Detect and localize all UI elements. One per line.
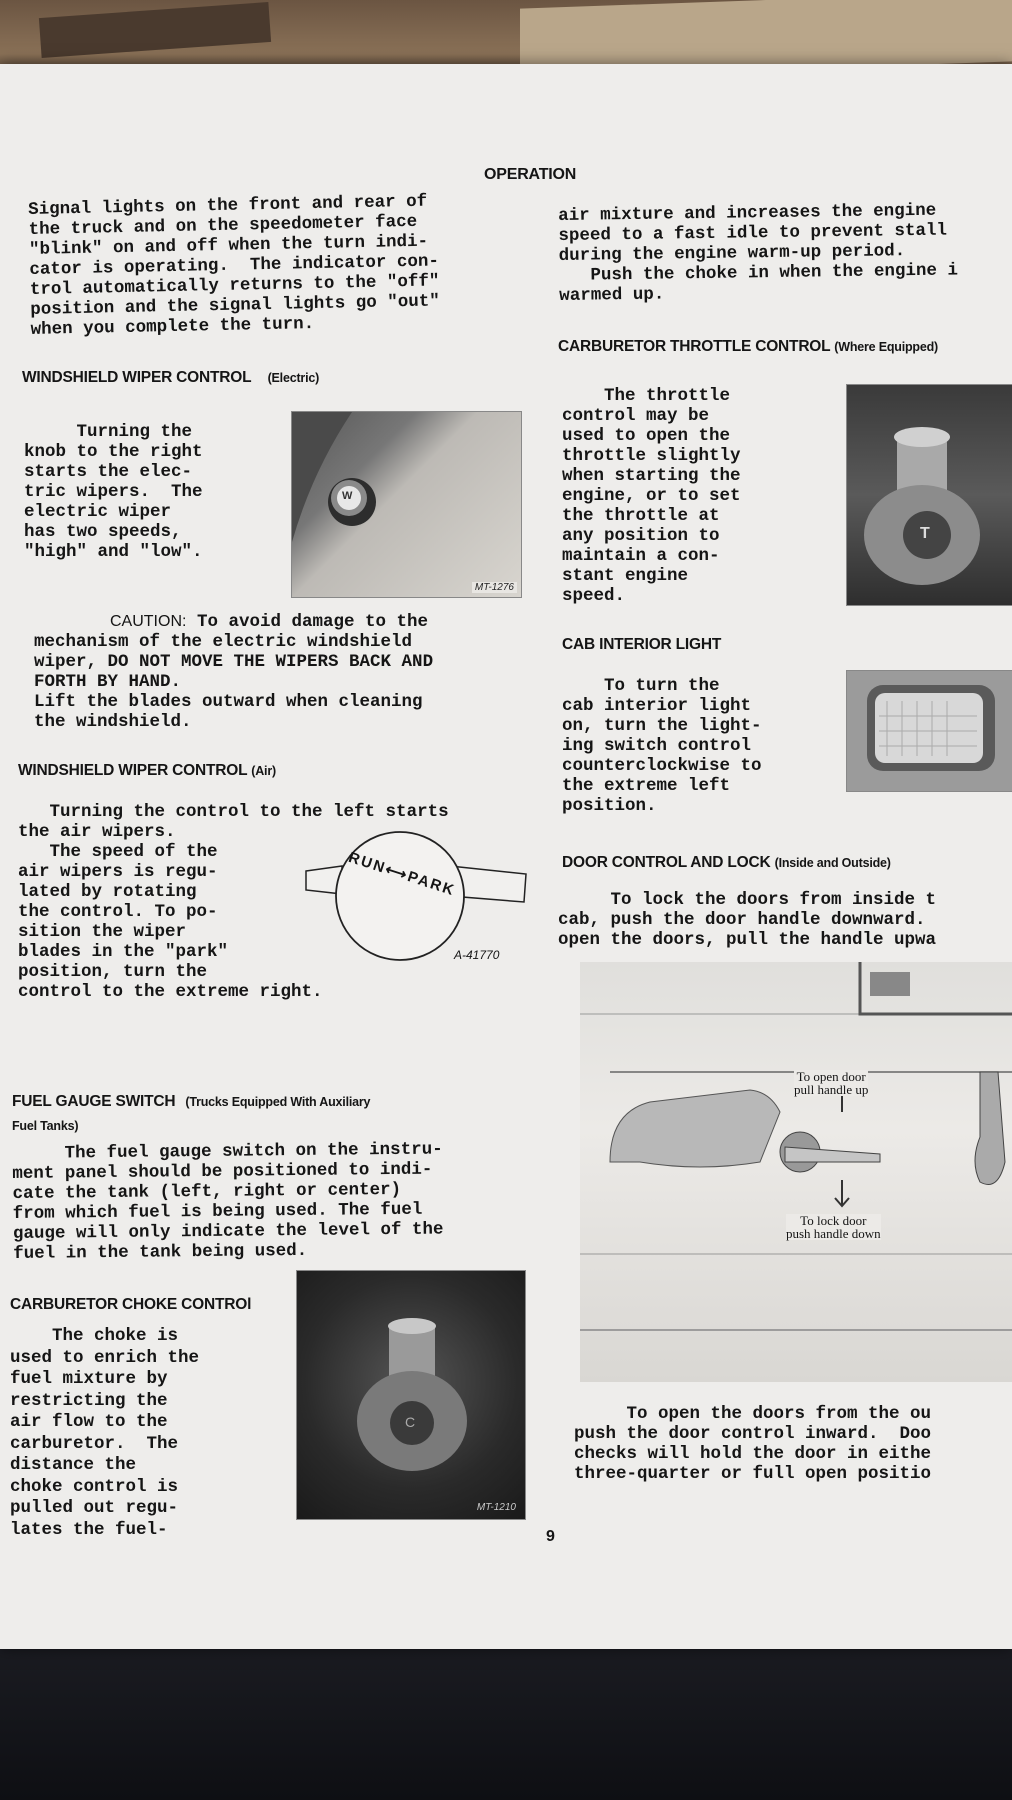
cab-light-text: To turn the cab interior light on, turn the light- ing switch control counterclockwise to the extreme left position. [562,676,762,816]
caution-body: To avoid damage to the mechanism of the electric windshield wiper, DO NOT MOVE THE WIPERS BACK AND FORTH BY HAND. Lift the blades outward when cleaning the windshield. [34,612,434,732]
wiper-electric-photo [291,411,522,598]
throttle-title: CARBURETOR THROTTLE CONTROL [558,338,831,355]
choke-text: The choke is used to enrich the fuel mixture by restricting the air flow to the carburetor. The distance the choke control is pulled out regu- lates the fuel- [10,1326,200,1540]
choke-photo [296,1270,526,1520]
wiper-air-subtitle: (Air) [251,764,276,778]
fuel-text: The fuel gauge switch on the instru- ment panel should be positioned to indi- cate the tank (left, right or center) from which fuel is being used. The fuel gauge will only indicate the level of the fuel in the tank being used. [12,1139,444,1264]
door-text-outside: To open the doors from the ou push the door control inward. Doo checks will hold the door in eithe three-quarter or full open positio [574,1404,932,1484]
signal-lights-text: Signal lights on the front and rear of the truck and on the speedometer face "blink" on and off when the turn indi- cator is operating. The indicator con- trol automatically returns to the "off" position and the signal lights go "out" when you complete the turn. [28,191,441,340]
page-number: 9 [546,1528,555,1545]
wiper-knob-letter: W [342,490,353,502]
wiper-electric-heading [22,369,319,387]
throttle-heading [558,338,938,356]
choke-title: CARBURETOR CHOKE CONTROl [10,1296,252,1313]
door-title: DOOR CONTROL AND LOCK [562,854,771,871]
throttle-subtitle: (Where Equipped) [834,340,939,354]
choke-continued-text: air mixture and increases the engine speed to a fast idle to prevent stall during the engine warm-up period. Push the choke in when the engine i warmed up. [558,200,959,306]
throttle-photo [846,384,1012,606]
door-lock-caption: To lock door push handle down [786,1213,881,1241]
page-header: OPERATION [484,166,577,183]
wiper-electric-title: WINDSHIELD WIPER CONTROL [22,369,252,386]
caution-text [34,612,433,732]
wiper-air-text: The speed of the air wipers is regu- lated by rotating the control. To po- sition the wiper blades in the "park" position, turn the control to the extreme right. [18,842,323,1002]
wiper-air-diagram [300,826,530,966]
choke-figure-code: MT-1210 [476,1502,516,1513]
door-subtitle: (Inside and Outside) [774,856,891,870]
wiper-air-figure-code: A-41770 [454,948,500,962]
fuel-heading [12,1090,370,1138]
door-diagram [580,962,1012,1382]
fuel-subtitle: (Trucks Equipped With Auxiliary Fuel Tanks) [12,1095,371,1133]
door-text: To lock the doors from inside t cab, push the door handle downward. open the doors, pull the handle upwa [558,890,937,950]
wiper-air-title: WINDSHIELD WIPER CONTROL [18,762,248,779]
wiper-air-text-intro: Turning the control to the left starts the air wipers. [18,802,449,842]
wiper-electric-subtitle: (Electric) [267,371,320,385]
wiper-air-heading [18,762,276,780]
throttle-text: The throttle control may be used to open the throttle slightly when starting the engine, or to set the throttle at any position to maintain a con- stant engine speed. [562,386,741,606]
wiper-air-dial-label: RUN⟷PARK [346,848,458,900]
throttle-knob-letter: T [920,525,930,542]
choke-knob-letter: C [405,1414,416,1430]
fuel-title: FUEL GAUGE SWITCH [12,1093,176,1110]
wiper-electric-text: Turning the knob to the right starts the elec- tric wipers. The electric wiper has two speeds, "high" and "low". [24,422,203,562]
desk-background-bottom [0,1640,1012,1800]
cab-light-title: CAB INTERIOR LIGHT [562,636,722,653]
door-open-caption: To open door pull handle up [794,1069,869,1097]
caution-label: CAUTION: [110,613,187,630]
wiper-electric-figure-code: MT-1276 [472,582,517,593]
manual-page [0,64,1012,1649]
cab-light-photo [846,670,1012,792]
door-heading [562,854,891,872]
